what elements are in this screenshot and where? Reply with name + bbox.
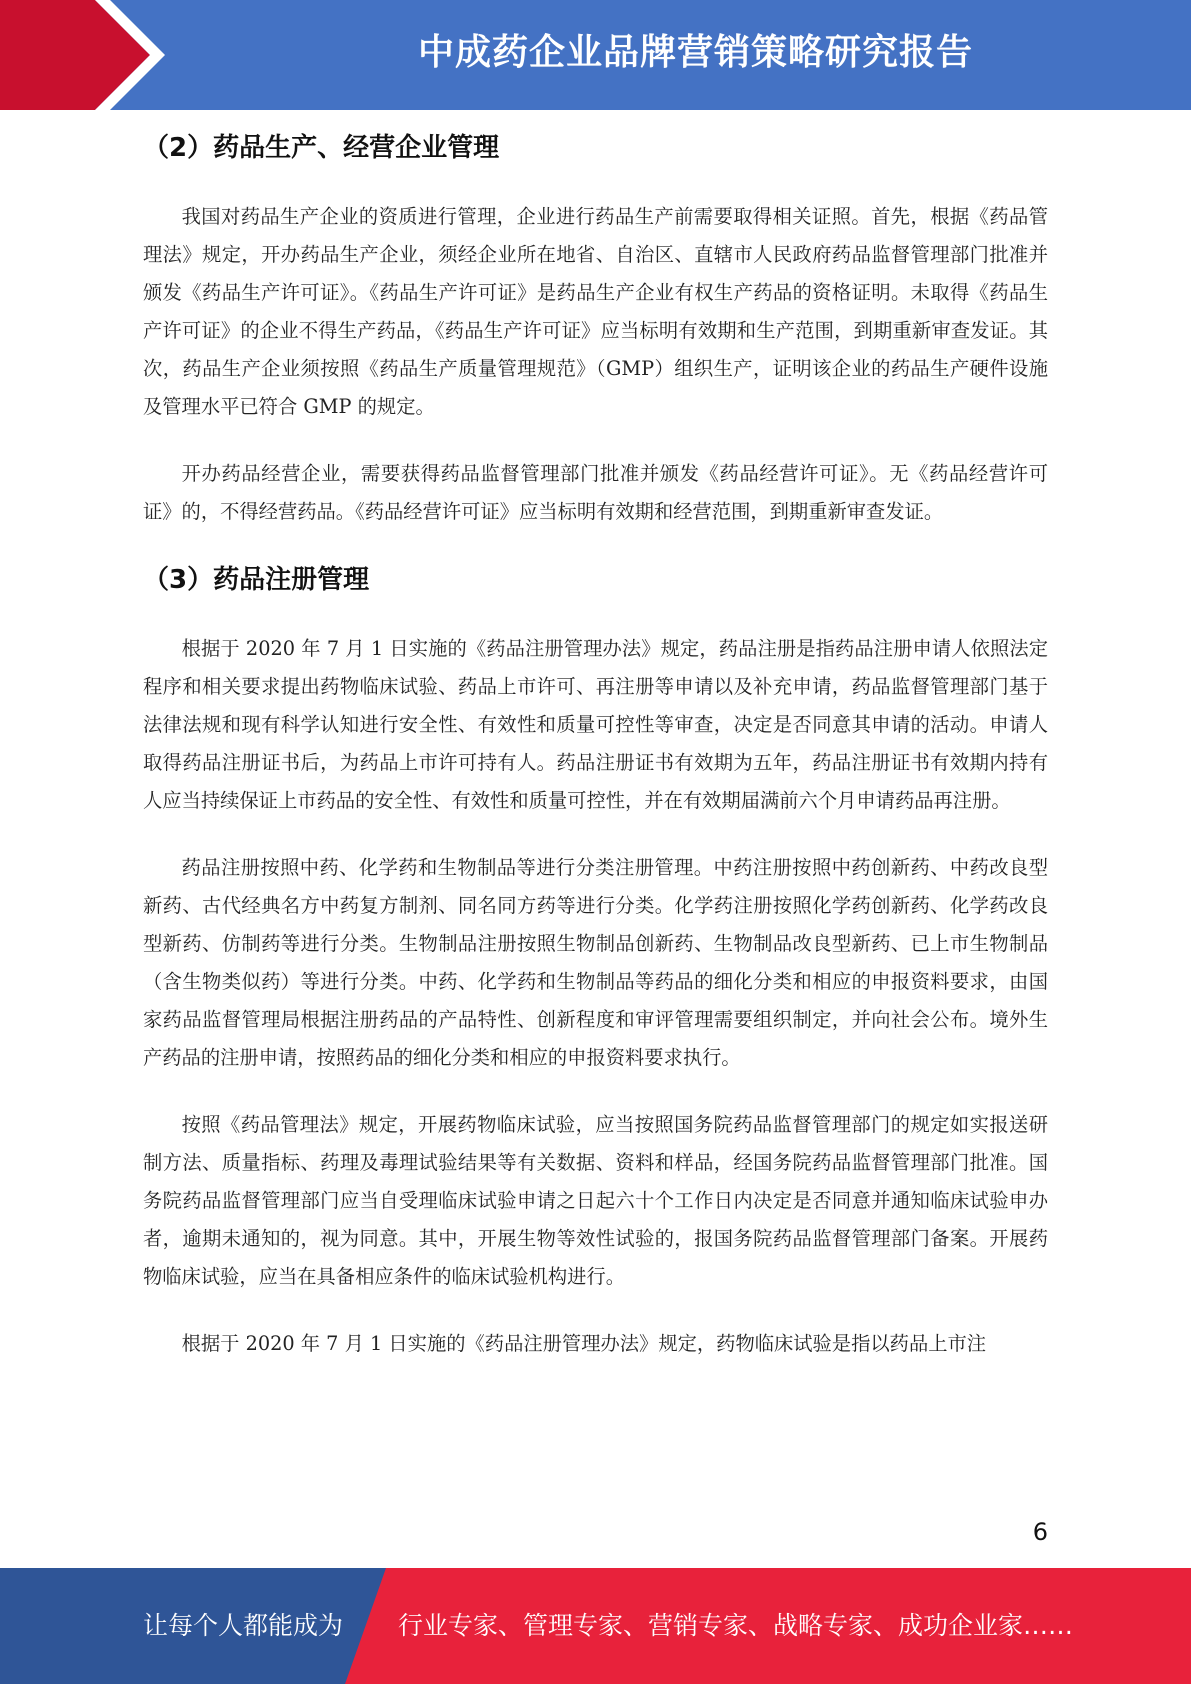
section-heading: （3）药品注册管理: [143, 565, 370, 595]
paragraph: 根据于 2020 年 7 月 1 日实施的《药品注册管理办法》规定，药品注册是指药品注册申请人依照法定程序和相关要求提出药物临床试验、药品上市许可、再注册等申请以及补充申请，药品监督管理部门基于法律法规和现有科学认知进行安全性、有效性和质量可控性等审查，决定是否同意其申请的活动。申请人取得药品注册证书后，为药品上市许可持有人。药品注册证书有效期为五年，药品注册证书有效期内持有人应当持续保证上市药品的安全性、有效性和质量可控性，并在有效期届满前六个月申请药品再注册。: [143, 637, 1048, 812]
page-footer: [0, 1568, 1191, 1684]
page-number: 6: [1032, 1518, 1048, 1546]
paragraph: 药品注册按照中药、化学药和生物制品等进行分类注册管理。中药注册按照中药创新药、中药改良型新药、古代经典名方中药复方制剂、同名同方药等进行分类。化学药注册按照化学药创新药、化学药改良型新药、仿制药等进行分类。生物制品注册按照生物制品创新药、生物制品改良型新药、已上市生物制品（含生物类似药）等进行分类。中药、化学药和生物制品等药品的细化分类和相应的申报资料要求，由国家药品监督管理局根据注册药品的产品特性、创新程度和审评管理需要组织制定，并向社会公布。境外生产药品的注册申请，按照药品的细化分类和相应的申报资料要求执行。: [143, 856, 1048, 1069]
paragraph: 我国对药品生产企业的资质进行管理，企业进行药品生产前需要取得相关证照。首先，根据《药品管理法》规定，开办药品生产企业，须经企业所在地省、自治区、直辖市人民政府药品监督管理部门批准并颁发《药品生产许可证》。《药品生产许可证》是药品生产企业有权生产药品的资格证明。未取得《药品生产许可证》的企业不得生产药品，《药品生产许可证》应当标明有效期和生产范围，到期重新审查发证。其次，药品生产企业须按照《药品生产质量管理规范》（GMP）组织生产，证明该企业的药品生产硬件设施及管理水平已符合 GMP 的规定。: [143, 205, 1048, 418]
paragraph: 根据于 2020 年 7 月 1 日实施的《药品注册管理办法》规定，药物临床试验是指以药品上市注: [181, 1332, 987, 1355]
footer-slogan-left: 让每个人都能成为: [143, 1611, 344, 1640]
report-title: 中成药企业品牌营销策略研究报告: [417, 32, 973, 73]
document-body: [143, 128, 1048, 1363]
page-header: [0, 0, 1191, 110]
paragraph: 开办药品经营企业，需要获得药品监督管理部门批准并颁发《药品经营许可证》。无《药品经营许可证》的，不得经营药品。《药品经营许可证》应当标明有效期和经营范围，到期重新审查发证。: [143, 462, 1048, 523]
paragraph: 按照《药品管理法》规定，开展药物临床试验，应当按照国务院药品监督管理部门的规定如实报送研制方法、质量指标、药理及毒理试验结果等有关数据、资料和样品，经国务院药品监督管理部门批准。国务院药品监督管理部门应当自受理临床试验申请之日起六十个工作日内决定是否同意并通知临床试验申办者，逾期未通知的，视为同意。其中，开展生物等效性试验的，报国务院药品监督管理部门备案。开展药物临床试验，应当在具备相应条件的临床试验机构进行。: [143, 1113, 1048, 1288]
footer-slogan-right: 行业专家、管理专家、营销专家、战略专家、成功企业家……: [398, 1611, 1074, 1640]
section-heading: （2）药品生产、经营企业管理: [143, 133, 500, 163]
